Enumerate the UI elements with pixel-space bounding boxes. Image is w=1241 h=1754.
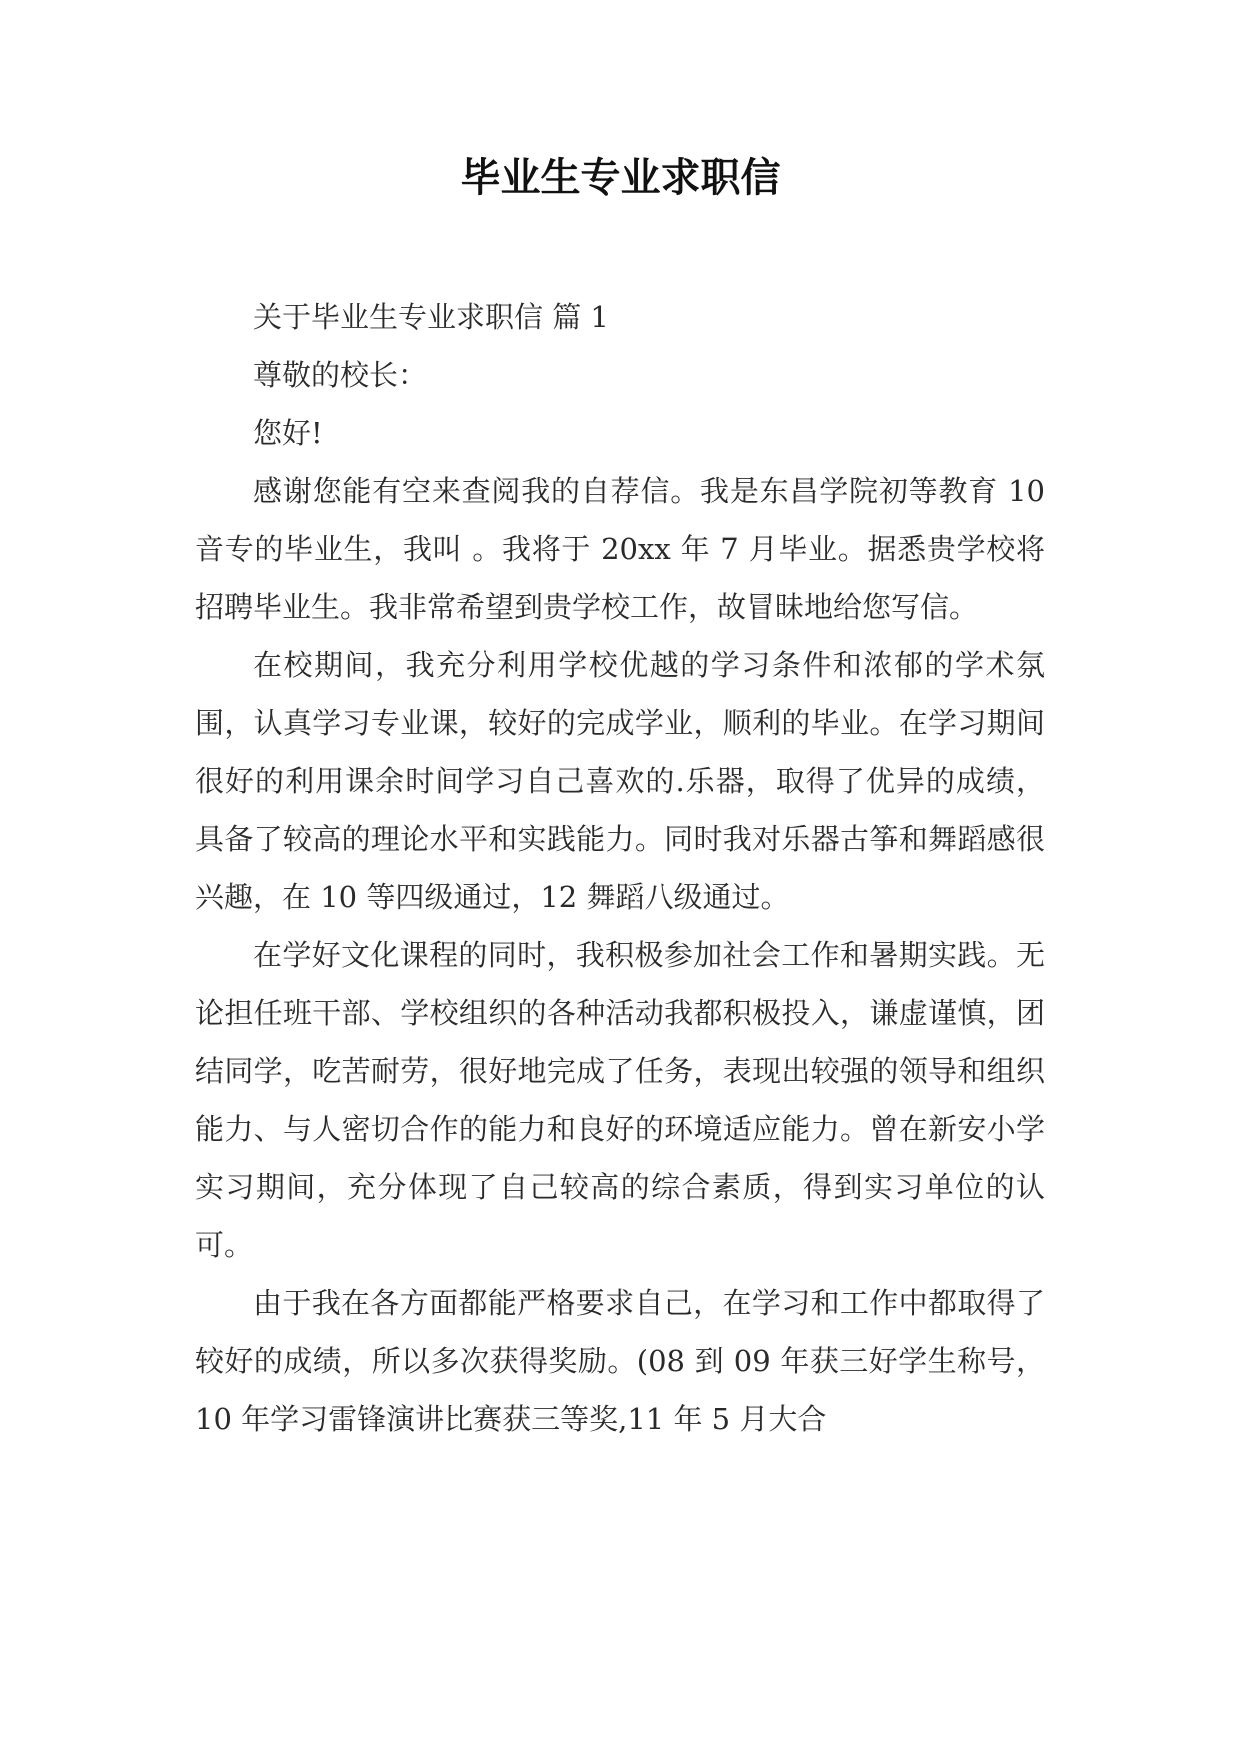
section-heading: 关于毕业生专业求职信 篇 1 xyxy=(253,300,609,334)
salutation: 尊敬的校长： xyxy=(253,358,428,392)
greeting: 您好! xyxy=(253,416,323,450)
document-title: 毕业生专业求职信 xyxy=(460,155,781,201)
document-body xyxy=(195,288,1045,1448)
paragraph: 由于我在各方面都能严格要求自己，在学习和工作中都取得了较好的成绩，所以多次获得奖励。(08 到 09 年获三好学生称号，10 年学习雷锋演讲比赛获三等奖,11 年 5 月大合 xyxy=(195,1286,1045,1436)
paragraph: 在学好文化课程的同时，我积极参加社会工作和暑期实践。无论担任班干部、学校组织的各种活动我都积极投入，谦虚谨慎，团结同学，吃苦耐劳，很好地完成了任务，表现出较强的领导和组织能力、与人密切合作的能力和良好的环境适应能力。曾在新安小学实习期间，充分体现了自己较高的综合素质，得到实习单位的认可。 xyxy=(195,938,1045,1262)
paragraph: 感谢您能有空来查阅我的自荐信。我是东昌学院初等教育 10 音专的毕业生，我叫 。我将于 20xx 年 7 月毕业。据悉贵学校将招聘毕业生。我非常希望到贵学校工作，故冒昧地给您写信。 xyxy=(195,474,1045,624)
paragraph: 在校期间，我充分利用学校优越的学习条件和浓郁的学术氛围，认真学习专业课，较好的完成学业，顺利的毕业。在学习期间很好的利用课余时间学习自己喜欢的.乐器，取得了优异的成绩，具备了较高的理论水平和实践能力。同时我对乐器古筝和舞蹈感很兴趣，在 10 等四级通过，12 舞蹈八级通过。 xyxy=(195,648,1045,914)
